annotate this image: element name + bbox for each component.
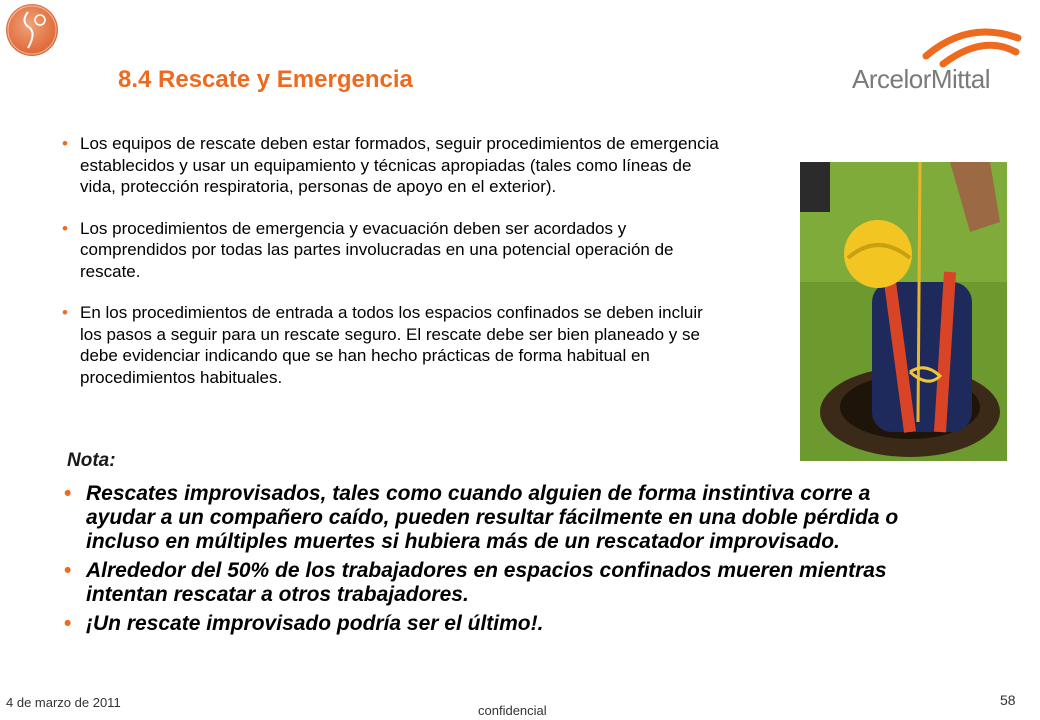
list-item xyxy=(64,612,944,636)
page-number: 58 xyxy=(1000,692,1016,708)
rescue-photo xyxy=(800,162,1007,461)
bullet-list xyxy=(62,133,722,408)
safety-badge-logo xyxy=(6,4,58,56)
note-list xyxy=(64,482,944,641)
note-text: Rescates improvisados, tales como cuando alguien de forma instintiva corre a ayudar a un compañero caído, pueden resultar fácilmente en una doble pérdida o incluso en múltiples muertes si hubiera más de un rescatador improvisado. xyxy=(86,482,899,553)
list-item xyxy=(62,133,722,198)
list-item xyxy=(62,218,722,283)
list-item xyxy=(64,559,944,607)
bullet-icon: • xyxy=(62,134,68,153)
list-item xyxy=(64,482,944,554)
footer-confidential: confidencial xyxy=(478,703,547,718)
note-label: Nota: xyxy=(67,450,116,471)
bullet-text: Los equipos de rescate deben estar formados, seguir procedimientos de emergencia establecidos y usar un equipamiento y técnicas apropiadas (tales como líneas de vida, protección respiratoria, personas de apoyo en el exterior). xyxy=(80,134,719,196)
bullet-text: Los procedimientos de emergencia y evacuación deben ser acordados y comprendidos por todas las partes involucradas en una potencial operación de rescate. xyxy=(80,218,674,281)
note-text: ¡Un rescate improvisado podría ser el último!. xyxy=(86,612,544,635)
bullet-icon: • xyxy=(62,218,68,238)
bullet-icon: • xyxy=(62,303,68,322)
arcelormittal-logo xyxy=(848,20,1023,100)
bullet-text: En los procedimientos de entrada a todos los espacios confinados se deben incluir los pasos a seguir para un rescate seguro. El rescate debe ser bien planeado y se debe evidenciar indicando que se han hecho prácticas de forma habitual en procedimientos habituales. xyxy=(80,303,703,387)
bullet-icon: • xyxy=(64,612,72,635)
slide-title: 8.4 Rescate y Emergencia xyxy=(118,66,413,93)
list-item xyxy=(62,302,722,388)
brand-name: ArcelorMittal xyxy=(852,64,990,94)
footer-date: 4 de marzo de 2011 xyxy=(6,695,121,710)
bullet-icon: • xyxy=(64,559,72,582)
bullet-icon: • xyxy=(64,482,72,505)
note-text: Alrededor del 50% de los trabajadores en espacios confinados mueren mientras intentan rescatar a otros trabajadores. xyxy=(86,559,887,606)
